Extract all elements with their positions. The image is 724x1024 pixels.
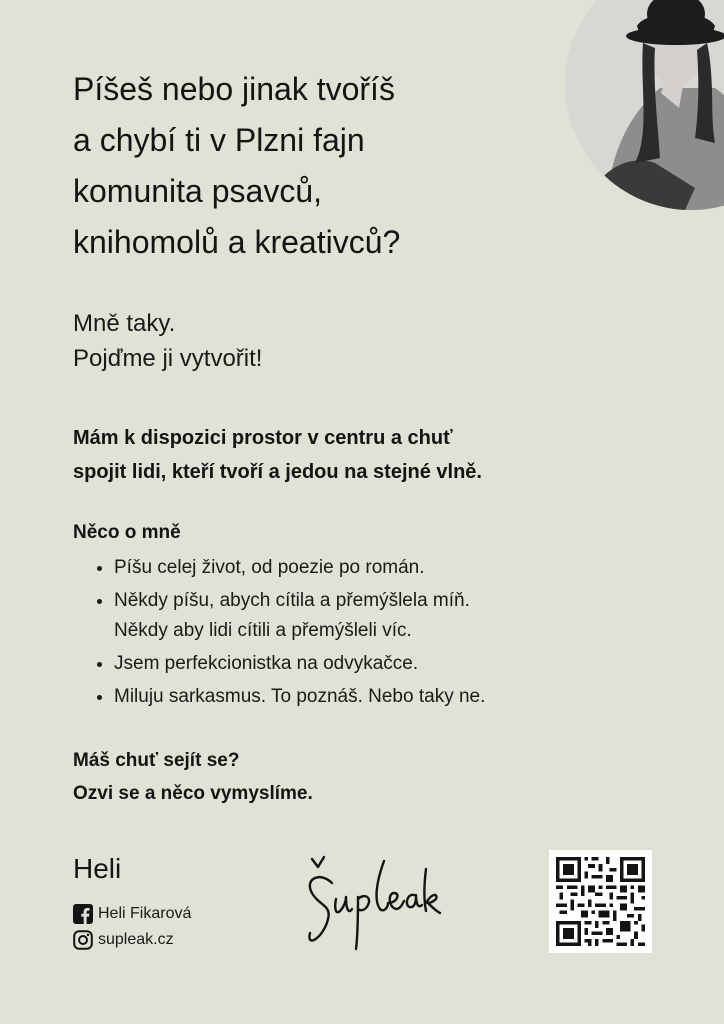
headline-line: Píšeš nebo jinak tvoříš (73, 71, 395, 107)
cta-line: Ozvi se a něco vymyslíme. (73, 783, 313, 804)
facebook-label: Heli Fikarová (98, 905, 192, 922)
list-item-text: • Jsem perfekcionistka na odvykačce. (114, 653, 419, 674)
portrait-photo (565, 0, 724, 210)
about-title: Něco o mně (73, 522, 181, 543)
intro-line: Mně taky. (73, 310, 176, 337)
intro-text (73, 306, 262, 376)
signature-logo (302, 853, 442, 953)
facebook-link[interactable] (73, 904, 191, 924)
list-item (114, 553, 714, 583)
headline-line: komunita psavců, (73, 173, 323, 209)
list-item (114, 649, 714, 679)
portrait-illustration (565, 0, 724, 210)
list-item-text: Někdy aby lidi cítili a přemýšleli víc. (114, 620, 412, 641)
offer-line: spojit lidi, kteří tvoří a jedou na stejné vlně. (73, 461, 482, 483)
author-name: Heli (73, 853, 122, 884)
headline-line: a chybí ti v Plzni fajn (73, 122, 365, 158)
qr-code[interactable] (549, 850, 652, 953)
instagram-label: supleak.cz (98, 931, 174, 948)
list-item-text: • Píšu celej život, od poezie po román. (114, 557, 425, 578)
offer-text (73, 421, 693, 489)
cta-line: Máš chuť sejít se? (73, 750, 240, 771)
call-to-action (73, 744, 313, 810)
about-list (90, 553, 714, 715)
list-item (114, 586, 714, 646)
list-item-text: • Miluju sarkasmus. To poznáš. Nebo taky ne. (114, 686, 486, 707)
facebook-icon (73, 904, 93, 924)
qr-code-graphic (549, 850, 652, 953)
offer-line: Mám k dispozici prostor v centru a chuť (73, 427, 453, 449)
headline (73, 64, 553, 268)
intro-line: Pojďme ji vytvořit! (73, 345, 263, 372)
instagram-link[interactable] (73, 930, 174, 950)
list-item (114, 682, 714, 712)
list-item-text: • Někdy píšu, abych cítila a přemýšlela míň. (114, 590, 470, 611)
headline-line: knihomolů a kreativců? (73, 224, 401, 260)
instagram-icon (73, 930, 93, 950)
